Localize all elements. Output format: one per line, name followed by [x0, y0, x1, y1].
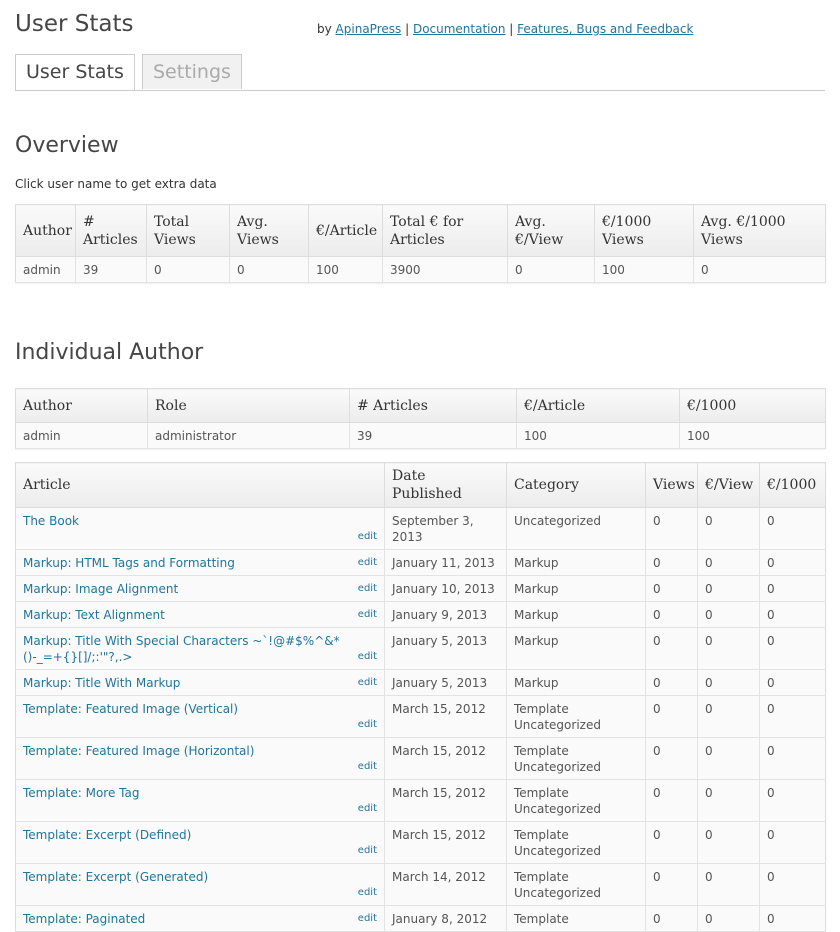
article-title-link[interactable]: Markup: HTML Tags and Formatting — [23, 556, 235, 570]
edit-link[interactable]: edit — [357, 803, 377, 814]
individual-author-heading: Individual Author — [15, 340, 204, 365]
article-title-link[interactable]: Template: Paginated — [23, 912, 146, 926]
euro-per-view: 0 — [698, 906, 760, 932]
date-published: January 10, 2013 — [385, 576, 507, 602]
table-row — [16, 864, 826, 906]
apinapress-link[interactable]: ApinaPress — [335, 22, 402, 36]
euro-per-view: 0 — [698, 696, 760, 738]
link-separator: | — [405, 22, 410, 36]
category: Template Uncategorized — [507, 822, 646, 864]
table-row — [16, 602, 826, 628]
euro-per-view: 0 — [698, 670, 760, 696]
views: 0 — [646, 780, 698, 822]
overview-header-row — [16, 205, 826, 257]
table-cell: 100 — [309, 257, 383, 283]
edit-link[interactable]: edit — [357, 719, 377, 730]
euro-per-view: 0 — [698, 822, 760, 864]
article-cell — [16, 602, 385, 628]
views: 0 — [646, 738, 698, 780]
euro-per-1000: 0 — [760, 906, 826, 932]
table-row — [16, 906, 826, 932]
euro-per-1000: 0 — [760, 602, 826, 628]
date-published: March 15, 2012 — [385, 780, 507, 822]
category: Template Uncategorized — [507, 780, 646, 822]
euro-per-1000: 0 — [760, 864, 826, 906]
euro-per-1000: 0 — [760, 696, 826, 738]
article-cell — [16, 670, 385, 696]
views: 0 — [646, 628, 698, 670]
column-header: Avg. Views — [230, 205, 309, 257]
individual-author-table — [15, 388, 826, 449]
article-cell — [16, 822, 385, 864]
euro-per-view: 0 — [698, 864, 760, 906]
article-title-link[interactable]: Markup: Image Alignment — [23, 582, 179, 596]
euro-per-1000: 0 — [760, 780, 826, 822]
article-title-link[interactable]: Template: Excerpt (Defined) — [23, 828, 192, 842]
table-cell: 0 — [230, 257, 309, 283]
author-name: admin — [16, 423, 148, 449]
article-cell — [16, 576, 385, 602]
column-header: Article — [16, 463, 385, 508]
column-header: €/1000 — [680, 389, 826, 423]
column-header: Role — [148, 389, 350, 423]
euro-per-1000: 0 — [760, 628, 826, 670]
table-row — [16, 576, 826, 602]
article-cell — [16, 864, 385, 906]
table-cell: 3900 — [383, 257, 508, 283]
author-name[interactable]: admin — [16, 257, 76, 283]
euro-per-1000: 0 — [760, 576, 826, 602]
article-cell — [16, 696, 385, 738]
articles-table — [15, 462, 826, 932]
views: 0 — [646, 670, 698, 696]
column-header: €/1000 Views — [595, 205, 694, 257]
category: Template Uncategorized — [507, 864, 646, 906]
table-row — [16, 423, 826, 449]
column-header: Total Views — [147, 205, 230, 257]
euro-per-1000: 0 — [760, 738, 826, 780]
date-published: January 11, 2013 — [385, 550, 507, 576]
views: 0 — [646, 576, 698, 602]
category: Template Uncategorized — [507, 696, 646, 738]
table-row — [16, 550, 826, 576]
tab-bar — [15, 54, 825, 91]
table-cell: 0 — [508, 257, 595, 283]
tab-user-stats[interactable]: User Stats — [15, 54, 135, 90]
overview-hint: Click user name to get extra data — [15, 177, 217, 191]
euro-per-view: 0 — [698, 738, 760, 780]
table-cell: 39 — [76, 257, 147, 283]
views: 0 — [646, 550, 698, 576]
table-row[interactable] — [16, 257, 826, 283]
edit-link[interactable]: edit — [357, 677, 377, 688]
euro-per-view: 0 — [698, 508, 760, 550]
table-cell: 100 — [517, 423, 680, 449]
euro-per-1000: 0 — [760, 508, 826, 550]
table-row — [16, 508, 826, 550]
column-header: Author — [16, 205, 76, 257]
edit-link[interactable]: edit — [357, 761, 377, 772]
edit-link[interactable]: edit — [357, 913, 377, 924]
euro-per-view: 0 — [698, 576, 760, 602]
documentation-link[interactable]: Documentation — [412, 22, 506, 36]
column-header: # Articles — [350, 389, 517, 423]
column-header: €/1000 — [760, 463, 826, 508]
article-title-link[interactable]: Markup: Title With Markup — [23, 676, 181, 690]
views: 0 — [646, 864, 698, 906]
category: Markup — [507, 628, 646, 670]
article-title-link[interactable]: The Book — [23, 514, 79, 528]
euro-per-1000: 0 — [760, 670, 826, 696]
link-separator: | — [509, 22, 514, 36]
date-published: January 9, 2013 — [385, 602, 507, 628]
column-header: Avg. €/1000 Views — [694, 205, 826, 257]
by-label: by — [317, 22, 332, 36]
table-cell: 39 — [350, 423, 517, 449]
date-published: March 15, 2012 — [385, 696, 507, 738]
edit-link[interactable]: edit — [357, 583, 377, 594]
category: Template — [507, 906, 646, 932]
article-title-link[interactable]: Markup: Title With Special Characters ~`!@#$%^&*()-_=+{}[]/;:'"?,.> — [23, 634, 340, 664]
individual-header-row — [16, 389, 826, 423]
category: Markup — [507, 576, 646, 602]
column-header: Author — [16, 389, 148, 423]
overview-heading: Overview — [15, 133, 119, 158]
tab-settings[interactable]: Settings — [142, 54, 242, 89]
feedback-link[interactable]: Features, Bugs and Feedback — [517, 22, 694, 36]
euro-per-1000: 0 — [760, 822, 826, 864]
edit-link[interactable]: edit — [357, 887, 377, 898]
edit-link[interactable]: edit — [357, 557, 377, 568]
table-cell: 100 — [595, 257, 694, 283]
date-published: September 3, 2013 — [385, 508, 507, 550]
date-published: January 5, 2013 — [385, 670, 507, 696]
date-published: January 8, 2012 — [385, 906, 507, 932]
table-row — [16, 738, 826, 780]
edit-link[interactable]: edit — [357, 651, 377, 662]
date-published: January 5, 2013 — [385, 628, 507, 670]
article-title-link[interactable]: Template: More Tag — [23, 786, 140, 800]
column-header: Total € for Articles — [383, 205, 508, 257]
column-header: Avg. €/View — [508, 205, 595, 257]
category: Uncategorized — [507, 508, 646, 550]
page-title: User Stats — [15, 11, 134, 37]
category: Markup — [507, 670, 646, 696]
header-links — [317, 22, 693, 36]
views: 0 — [646, 602, 698, 628]
table-cell: 0 — [694, 257, 826, 283]
article-title-link[interactable]: Template: Featured Image (Vertical) — [23, 702, 239, 716]
articles-header-row — [16, 463, 826, 508]
article-cell — [16, 628, 385, 670]
euro-per-view: 0 — [698, 550, 760, 576]
column-header: # Articles — [76, 205, 147, 257]
article-cell — [16, 508, 385, 550]
views: 0 — [646, 822, 698, 864]
article-cell — [16, 780, 385, 822]
category: Markup — [507, 550, 646, 576]
date-published: March 15, 2012 — [385, 822, 507, 864]
euro-per-1000: 0 — [760, 550, 826, 576]
views: 0 — [646, 696, 698, 738]
column-header: €/Article — [517, 389, 680, 423]
category: Markup — [507, 602, 646, 628]
euro-per-view: 0 — [698, 602, 760, 628]
table-row — [16, 696, 826, 738]
table-row — [16, 822, 826, 864]
edit-link[interactable]: edit — [357, 531, 377, 542]
article-title-link[interactable]: Template: Featured Image (Horizontal) — [23, 744, 255, 758]
table-row — [16, 670, 826, 696]
views: 0 — [646, 906, 698, 932]
author-role: administrator — [148, 423, 350, 449]
column-header: €/Article — [309, 205, 383, 257]
column-header: Views — [646, 463, 698, 508]
table-row — [16, 780, 826, 822]
table-cell: 100 — [680, 423, 826, 449]
date-published: March 14, 2012 — [385, 864, 507, 906]
table-cell: 0 — [147, 257, 230, 283]
article-cell — [16, 550, 385, 576]
edit-link[interactable]: edit — [357, 609, 377, 620]
article-title-link[interactable]: Markup: Text Alignment — [23, 608, 165, 622]
euro-per-view: 0 — [698, 780, 760, 822]
views: 0 — [646, 508, 698, 550]
category: Template Uncategorized — [507, 738, 646, 780]
article-title-link[interactable]: Template: Excerpt (Generated) — [23, 870, 209, 884]
column-header: Date Published — [385, 463, 507, 508]
table-row — [16, 628, 826, 670]
column-header: €/View — [698, 463, 760, 508]
edit-link[interactable]: edit — [357, 845, 377, 856]
column-header: Category — [507, 463, 646, 508]
article-cell — [16, 738, 385, 780]
overview-table — [15, 204, 826, 283]
euro-per-view: 0 — [698, 628, 760, 670]
date-published: March 15, 2012 — [385, 738, 507, 780]
article-cell — [16, 906, 385, 932]
